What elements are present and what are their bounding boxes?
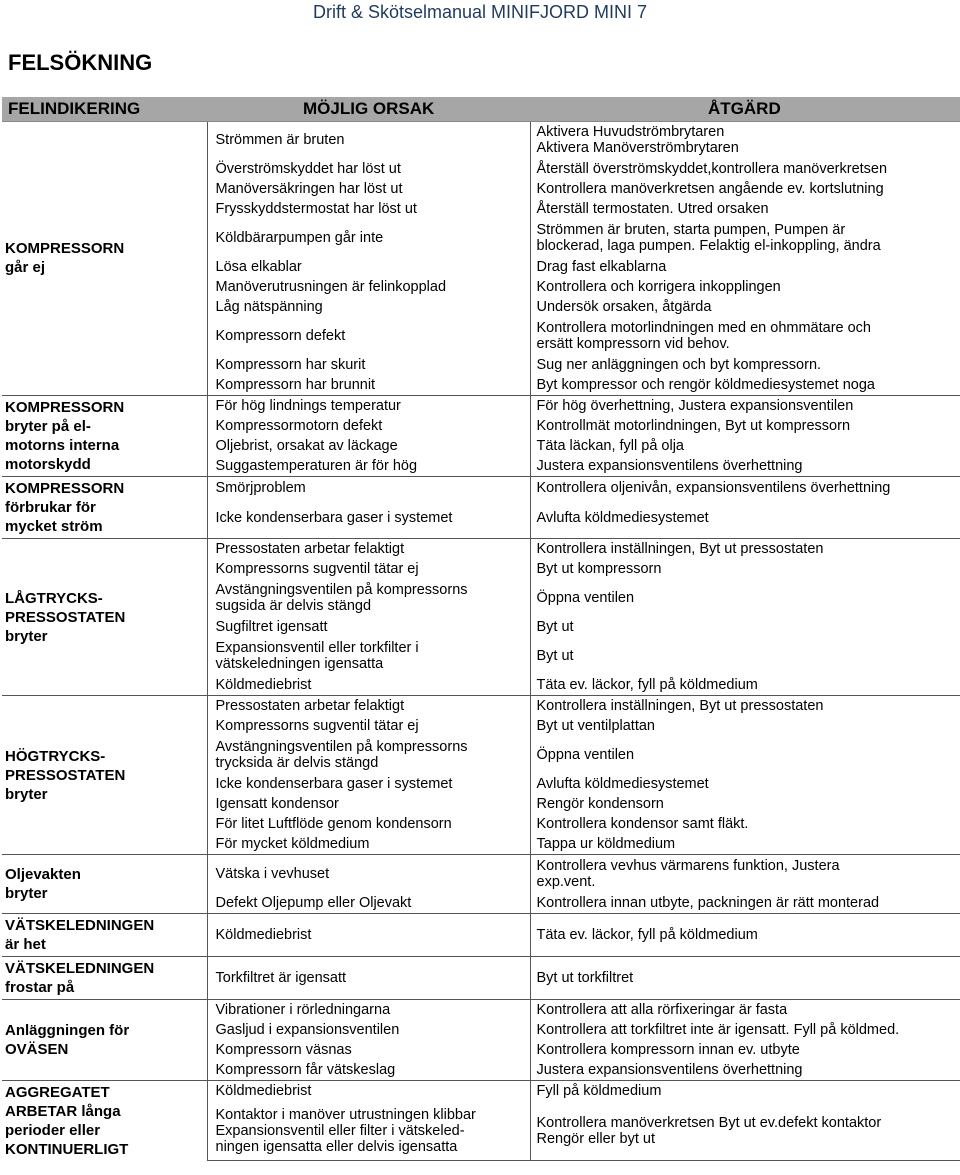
cause-cell: Manöversäkringen har löst ut <box>207 179 530 199</box>
cause-cell: För litet Luftflöde genom kondensorn <box>207 814 530 834</box>
action-cell: Kontrollera manöverkretsen Byt ut ev.defekt kontaktor Rengör eller byt ut <box>530 1101 960 1160</box>
action-cell: Kontrollera inställningen, Byt ut pressostaten <box>530 696 960 717</box>
action-cell: Byt kompressor och rengör köldmediesystemet noga <box>536 377 875 393</box>
action-cell: Täta ev. läckor, fyll på köldmedium <box>536 677 758 693</box>
symptom-cell: Oljevakten bryter <box>2 855 207 914</box>
action-cell: Fyll på köldmedium <box>530 1080 960 1101</box>
action-cell: Kontrollera att alla rörfixeringar är fasta <box>530 999 960 1020</box>
cause-cell: För mycket köldmedium <box>207 834 530 855</box>
table-row <box>2 121 960 159</box>
cause-cell: Kompressorn får vätskeslag <box>207 1060 530 1081</box>
symptom-cell: VÄTSKELEDNINGEN frostar på <box>2 956 207 999</box>
symptom-cell: AGGREGATET ARBETAR långa perioder eller KONTINUERLIGT <box>2 1080 207 1161</box>
symptom-cell: Anläggningen för OVÄSEN <box>2 999 207 1080</box>
cause-cell: Kompressorn har skurit <box>207 355 530 375</box>
action-cell: Kontrollera inställningen, Byt ut pressostaten <box>530 539 960 560</box>
action-cell: Drag fast elkablarna <box>536 259 667 275</box>
cause-cell: Frysskyddstermostat har löst ut <box>207 199 530 219</box>
cause-cell: Köldbärarpumpen går inte <box>207 219 530 257</box>
column-header-action: ÅTGÄRD <box>530 97 960 121</box>
table-row <box>2 855 960 893</box>
action-cell: Justera expansionsventilens överhettning <box>536 458 803 474</box>
table-row <box>2 1080 960 1101</box>
cause-cell: Pressostaten arbetar felaktigt <box>207 539 530 560</box>
cause-cell: Kompressorns sugventil tätar ej <box>207 716 530 736</box>
table-body <box>2 121 960 1161</box>
cause-cell: Icke kondenserbara gaser i systemet <box>207 774 530 794</box>
cause-cell: Oljebrist, orsakat av läckage <box>207 436 530 456</box>
cause-cell: Sugfiltret igensatt <box>207 617 530 637</box>
cause-cell: Torkfiltret är igensatt <box>207 956 530 999</box>
action-cell: Byt ut <box>536 648 574 664</box>
action-cell: Kontrollera vevhus värmarens funktion, Justera exp.vent. <box>530 855 960 893</box>
symptom-cell: KOMPRESSORN går ej <box>2 121 207 396</box>
cause-cell: Kontaktor i manöver utrustningen klibbar Expansionsventil eller filter i vätskeled- ningen igensatta eller delvis igensatta <box>207 1101 530 1160</box>
cause-cell: För hög lindnings temperatur <box>207 396 530 417</box>
symptom-cell: LÅGTRYCKS- PRESSOSTATEN bryter <box>2 539 207 696</box>
table-row <box>2 913 960 956</box>
cause-cell: Igensatt kondensor <box>207 794 530 814</box>
action-cell: Byt ut torkfiltret <box>530 956 960 999</box>
cause-cell: Manöverutrusningen är felinkopplad <box>207 277 530 297</box>
action-cell: Justera expansionsventilens överhettning <box>536 1061 803 1078</box>
action-cell: Kontrollera motorlindningen med en ohmmätare och ersätt kompressorn vid behov. <box>536 320 871 352</box>
column-header-cause: MÖJLIG ORSAK <box>207 97 530 121</box>
action-cell: Återställ överströmskyddet,kontrollera manöverkretsen <box>536 161 888 177</box>
action-cell: Kontrollera kompressorn innan ev. utbyte <box>536 1041 800 1058</box>
cause-cell: Kompressorns sugventil tätar ej <box>207 559 530 579</box>
cause-cell: Köldmediebrist <box>207 675 530 696</box>
cause-cell: Kompressorn har brunnit <box>207 375 530 396</box>
cause-cell: Defekt Oljepump eller Oljevakt <box>207 893 530 914</box>
action-cell: Kontrollmät motorlindningen, Byt ut kompressorn <box>536 418 851 434</box>
cause-cell: Kompressorn väsnas <box>207 1040 530 1060</box>
action-cell: Kontrollera och korrigera inkopplingen <box>536 279 781 295</box>
action-cell: Täta ev. läckor, fyll på köldmedium <box>530 913 960 956</box>
cause-cell: Vätska i vevhuset <box>207 855 530 893</box>
action-cell: Kontrollera att torkfiltret inte är igensatt. Fyll på köldmed. <box>536 1021 900 1038</box>
cause-cell: Suggastemperaturen är för hög <box>207 456 530 477</box>
cause-cell: Avstängningsventilen på kompressorns trycksida är delvis stängd <box>207 736 530 774</box>
table-row <box>2 396 960 417</box>
cause-cell: Kompressormotorn defekt <box>207 416 530 436</box>
section-title: FELSÖKNING <box>8 50 153 75</box>
action-cell: Kontrollera manöverkretsen angående ev. kortslutning <box>536 181 884 197</box>
cause-cell: Pressostaten arbetar felaktigt <box>207 696 530 717</box>
cause-cell: Icke kondenserbara gaser i systemet <box>207 498 530 538</box>
table-row <box>2 999 960 1020</box>
action-cell: Rengör kondensorn <box>536 796 664 812</box>
action-cell: Täta läckan, fyll på olja <box>536 438 684 454</box>
cause-cell: Expansionsventil eller torkfilter i vätskeledningen igensatta <box>207 637 530 675</box>
action-cell: Öppna ventilen <box>536 590 635 606</box>
symptom-cell: KOMPRESSORN bryter på el- motorns interna motorskydd <box>2 396 207 477</box>
action-cell: Kontrollera kondensor samt fläkt. <box>536 816 749 832</box>
cause-cell: Gasljud i expansionsventilen <box>207 1020 530 1040</box>
action-cell: För hög överhettning, Justera expansionsventilen <box>530 396 960 417</box>
action-cell: Återställ termostaten. Utred orsaken <box>536 201 769 217</box>
symptom-cell: KOMPRESSORN förbrukar för mycket ström <box>2 477 207 539</box>
action-cell: Avlufta köldmediesystemet <box>536 776 709 792</box>
action-cell: Byt ut ventilplattan <box>536 718 655 734</box>
troubleshooting-table <box>2 97 960 1161</box>
action-cell: Aktivera Huvudströmbrytaren Aktivera Manöverströmbrytaren <box>536 124 739 157</box>
cause-cell: Köldmediebrist <box>207 913 530 956</box>
table-row <box>2 696 960 717</box>
cause-cell: Smörjproblem <box>207 477 530 499</box>
action-cell: Undersök orsaken, åtgärda <box>536 299 712 315</box>
cause-cell: Låg nätspänning <box>207 297 530 317</box>
action-cell: Strömmen är bruten, starta pumpen, Pumpen är blockerad, laga pumpen. Felaktig el-inkoppling, ändra <box>536 222 881 254</box>
cause-cell: Kompressorn defekt <box>207 317 530 355</box>
table-header-row <box>2 97 960 121</box>
column-header-symptom: FELINDIKERING <box>2 97 207 121</box>
action-cell: Sug ner anläggningen och byt kompressorn. <box>536 357 822 373</box>
page-header-title: Drift & Skötselmanual MINIFJORD MINI 7 <box>312 2 648 22</box>
action-cell: Kontrollera innan utbyte, packningen är rätt monterad <box>536 894 880 911</box>
cause-cell: Avstängningsventilen på kompressorns sugsida är delvis stängd <box>207 579 530 617</box>
table-row <box>2 477 960 499</box>
cause-cell: Vibrationer i rörledningarna <box>207 999 530 1020</box>
action-cell: Avlufta köldmediesystemet <box>536 510 709 527</box>
action-cell: Byt ut kompressorn <box>536 561 662 577</box>
cause-cell: Lösa elkablar <box>207 257 530 277</box>
action-cell: Byt ut <box>536 619 574 635</box>
symptom-cell: HÖGTRYCKS- PRESSOSTATEN bryter <box>2 696 207 855</box>
table-row <box>2 956 960 999</box>
table-row <box>2 539 960 560</box>
cause-cell: Överströmskyddet har löst ut <box>207 159 530 179</box>
cause-cell: Köldmediebrist <box>207 1080 530 1101</box>
action-cell: Öppna ventilen <box>536 747 635 763</box>
symptom-cell: VÄTSKELEDNINGEN är het <box>2 913 207 956</box>
action-cell: Kontrollera oljenivån, expansionsventilens överhettning <box>530 477 960 499</box>
cause-cell: Strömmen är bruten <box>207 121 530 159</box>
action-cell: Tappa ur köldmedium <box>536 836 676 852</box>
